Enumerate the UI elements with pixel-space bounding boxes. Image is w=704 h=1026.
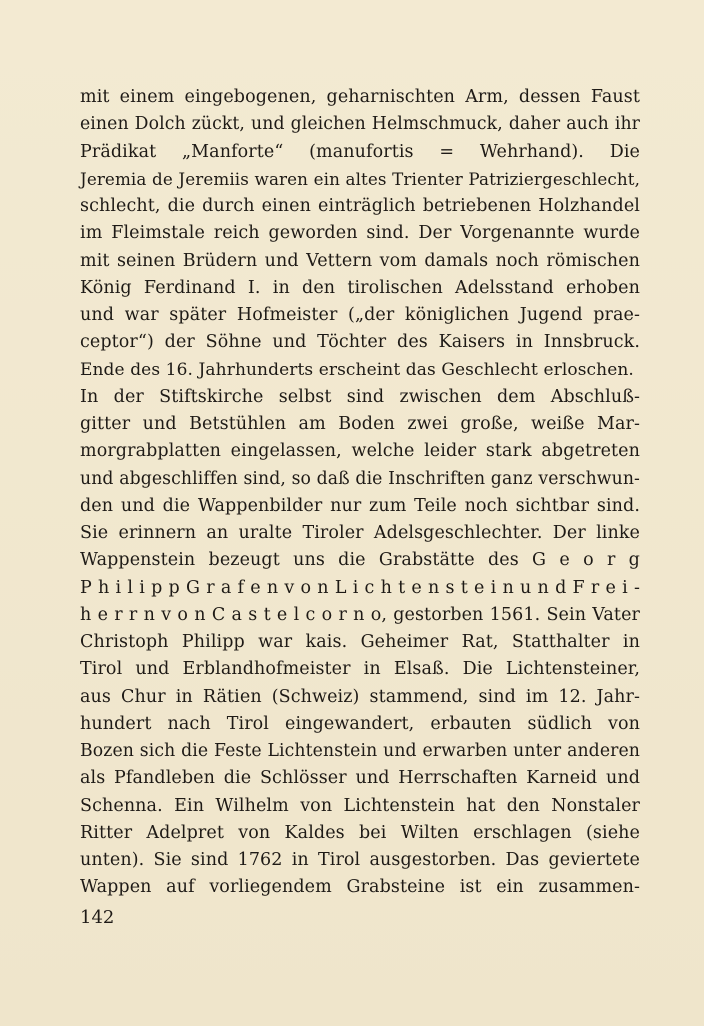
text-line: einen Dolch zückt, und gleichen Helmschmuck, daher auch ihr <box>80 114 640 135</box>
text-line: schlecht, die durch einen einträglich betriebenen Holzhandel <box>80 196 640 216</box>
text-line: Ende des 16. Jahrhunderts erscheint das Geschlecht erloschen. <box>80 359 634 380</box>
text-line: unten). Sie sind 1762 in Tirol ausgestorben. Das geviertete <box>80 850 640 870</box>
text-line: Jeremia de Jeremiis waren ein altes Trienter Patriziergeschlecht, <box>80 168 640 189</box>
text-line: Bozen sich die Feste Lichtenstein und erwarben unter anderen <box>80 741 640 761</box>
text-line: gitter und Betstühlen am Boden zwei große, weiße Mar- <box>80 414 640 434</box>
text-line: mit einem eingebogenen, geharnischten Arm, dessen Faust <box>80 87 640 107</box>
text-line: Sie erinnern an uralte Tiroler Adelsgeschlechter. Der linke <box>80 523 640 543</box>
text-line: aus Chur in Rätien (Schweiz) stammend, sind im 12. Jahr- <box>80 686 640 707</box>
text-line: Wappen auf vorliegendem Grabsteine ist ein zusammen- <box>80 877 640 898</box>
text-line: P h i l i p p G r a f e n v o n L i c h t e n s t e i n u n d F r e i - <box>80 577 640 598</box>
text-line: Tirol und Erblandhofmeister in Elsaß. Die Lichtensteiner, <box>80 659 640 680</box>
text-line: In der Stiftskirche selbst sind zwischen dem Abschluß- <box>80 386 640 407</box>
text-line: Wappenstein bezeugt uns die Grabstätte des G e o r g <box>80 550 640 571</box>
text-line: hundert nach Tirol eingewandert, erbauten südlich von <box>80 713 640 734</box>
text-line: König Ferdinand I. in den tirolischen Adelsstand erhoben <box>80 277 640 298</box>
text-line: den und die Wappenbilder nur zum Teile noch sichtbar sind. <box>80 495 640 516</box>
text-line: mit seinen Brüdern und Vettern vom damals noch römischen <box>80 250 640 271</box>
body-text <box>80 84 640 902</box>
page-number: 142 <box>80 907 115 928</box>
text-line: als Pfandleben die Schlösser und Herrschaften Karneid und <box>80 768 640 789</box>
text-line: und abgeschliffen sind, so daß die Inschriften ganz verschwun- <box>80 468 640 489</box>
text-line: h e r r n v o n C a s t e l c o r n o, gestorben 1561. Sein Vater <box>80 604 640 625</box>
text-line: morgrabplatten eingelassen, welche leider stark abgetreten <box>80 441 640 462</box>
text-line: ceptor“) der Söhne und Töchter des Kaisers in Innsbruck. <box>80 332 640 353</box>
text-line: Prädikat „Manforte“ (manufortis = Wehrhand). Die <box>80 141 640 162</box>
text-line: und war später Hofmeister („der königlichen Jugend prae- <box>80 305 640 325</box>
text-line: Christoph Philipp war kais. Geheimer Rat, Statthalter in <box>80 632 640 652</box>
text-line: Schenna. Ein Wilhelm von Lichtenstein hat den Nonstaler <box>80 795 640 816</box>
text-line: im Fleimstale reich geworden sind. Der Vorgenannte wurde <box>80 223 640 244</box>
text-line: Ritter Adelpret von Kaldes bei Wilten erschlagen (siehe <box>80 822 640 843</box>
